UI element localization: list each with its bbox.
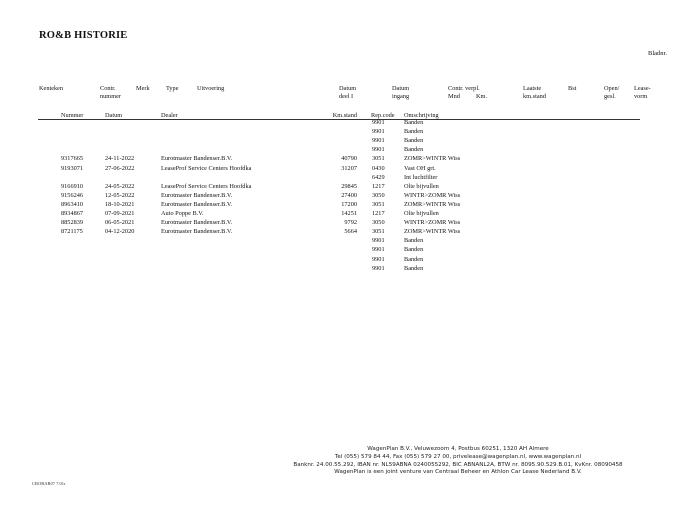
cell-dealer: Eurotmaster Bandenser.B.V. [161,228,233,236]
cell-dealer: Eurotmaster Bandenser.B.V. [161,200,233,208]
table-row [0,227,685,236]
cell-datum: 07-09-2021 [105,210,135,217]
header-datum-ingang-line2: ingang [392,92,410,100]
cell-nummer: 9317665 [61,155,84,163]
cell-repcode: 9901 [372,237,385,245]
table-row [0,182,685,191]
footer-joint-venture: WagenPlan is een joint venture van Centraal Beheer en Athlon Car Lease Nederland B.V. [334,469,582,476]
footer-contact: Tel (055) 579 84 44, Fax (055) 579 27 00, privelease@wagenplan.nl, www.wagenplan.nl [334,453,582,460]
header-uitvoering: Uitvoering [197,85,225,92]
cell-datum: 04-12-2020 [105,228,135,236]
header-leasevorm [634,85,651,100]
cell-nummer: 9156246 [61,191,84,199]
cell-repcode: 3050 [372,191,385,199]
table-row [0,191,685,200]
header-open-gesl [604,85,619,100]
cell-nummer: 8852839 [61,219,84,227]
cell-nummer: 8934867 [61,210,84,217]
cell-repcode: 9901 [372,146,385,154]
cell-omschrijving: WINTR>ZOMR Wiss [404,219,461,227]
cell-dealer: Eurotmaster Bandenser.B.V. [161,191,233,199]
cell-kmstand: 14251 [341,210,357,217]
cell-omschrijving: Banden [404,237,424,245]
cell-repcode: 6429 [372,173,385,181]
cell-datum: 18-10-2021 [105,200,135,208]
header-contr-verpl: Contr. verpl. [448,85,480,92]
cell-repcode: 1217 [372,182,385,190]
cell-repcode: 9901 [372,137,385,145]
cell-repcode: 9901 [372,255,385,263]
header-type: Type [166,85,179,92]
header-laatste-kmstand [523,85,546,100]
cell-omschrijving: Int luchtfilter [404,173,438,181]
cell-omschrijving: Olie bijvullen [404,182,439,190]
cell-repcode: 3051 [372,228,385,236]
header-datum-ingang [392,85,409,100]
header-contr-line2: nummer [100,92,121,100]
cell-omschrijving: ZOMR>WINTR Wiss [404,200,461,208]
cell-datum: 24-11-2022 [105,155,135,163]
cell-repcode: 1217 [372,210,385,217]
cell-omschrijving: ZOMR>WINTR Wiss [404,155,461,163]
header-contr-verpl-km: Km. [476,92,488,100]
cell-dealer: Auto Poppe B.V. [161,210,204,217]
page-number-label: Bladnr. [648,50,667,57]
header-datum-deel-line1: Datum [339,85,357,92]
table-row [0,164,685,173]
header-kenteken: Kenteken [39,85,64,92]
cell-omschrijving: Banden [404,246,424,254]
table-row [0,218,685,227]
subheader-repcode: Rep.code [371,112,395,119]
subheader-kmstand: Km.stand [332,112,357,119]
table-row [0,118,685,127]
cell-dealer: LeaseProf Service Centers Hoofdka [161,182,252,190]
cell-kmstand: 9792 [344,219,357,227]
cell-nummer: 8963410 [61,200,84,208]
cell-dealer: Eurotmaster Bandenser.B.V. [161,155,233,163]
report-code: CROBAR07 7.01r [32,481,66,486]
company-footer [258,446,658,477]
header-open-line1: Open/ [604,85,620,92]
cell-kmstand: 5664 [344,228,357,236]
header-contr-verpl-mnd: Mnd [448,92,460,100]
cell-kmstand: 17200 [341,200,357,208]
cell-nummer: 9193071 [61,164,84,172]
cell-nummer: 8721175 [61,228,83,236]
cell-omschrijving: ZOMR>WINTR Wiss [404,228,461,236]
cell-repcode: 9901 [372,264,385,272]
cell-nummer: 9166910 [61,182,84,190]
table-row [0,245,685,254]
cell-omschrijving: Banden [404,137,424,145]
cell-omschrijving: Olie bijvullen [404,210,439,217]
table-row [0,200,685,209]
cell-kmstand: 29845 [341,182,357,190]
header-laatste-line2: km.stand [523,92,546,100]
cell-repcode: 3050 [372,219,385,227]
table-row [0,264,685,273]
header-contr-nummer [100,85,121,100]
cell-omschrijving: Banden [404,255,424,263]
subheader-dealer: Dealer [161,112,178,119]
table-row [0,154,685,163]
cell-repcode: 0430 [372,164,385,172]
cell-omschrijving: Banden [404,119,424,126]
header-laatste-line1: Laatste [523,85,542,92]
footer-address: WagenPlan B.V., Veluwezoom 4, Postbus 60251, 1320 AH Almere [367,446,549,452]
table-row [0,173,685,182]
cell-repcode: 3051 [372,155,385,163]
cell-datum: 24-05-2022 [105,182,135,190]
table-row [0,209,685,218]
footer-bank: Banknr. 24.00.55.292, IBAN nr. NL59ABNA 0240055292, BIC ABNANL2A, BTW nr. 8095.90.529.B.01, KvKnr. 08090458 [293,461,623,468]
cell-omschrijving: Banden [404,146,424,154]
cell-dealer: LeaseProf Service Centers Hoofdka [161,164,252,172]
cell-repcode: 9901 [372,246,385,254]
header-datum-ingang-line1: Datum [392,85,410,92]
header-datum-deel-line2: deel I [339,92,354,100]
cell-kmstand: 40790 [341,155,357,163]
cell-repcode: 9901 [372,119,385,126]
table-row [0,136,685,145]
table-row [0,236,685,245]
cell-datum: 12-05-2022 [105,191,135,199]
subheader-nummer: Nummer [61,112,84,119]
table-row [0,255,685,264]
cell-kmstand: 31207 [341,164,357,172]
header-lease-line2: vorm [634,92,648,100]
cell-datum: 06-05-2021 [105,219,135,227]
header-bst: Bst [568,85,577,92]
header-merk: Merk [136,85,150,92]
cell-kmstand: 27400 [341,191,357,199]
cell-omschrijving: WINTR>ZOMR Wiss [404,191,461,199]
cell-omschrijving: Banden [404,128,424,136]
header-datum-deel [339,85,356,100]
header-lease-line1: Lease- [634,85,651,92]
cell-dealer: Eurotmaster Bandenser.B.V. [161,219,233,227]
cell-omschrijving: Vast OH grt. [404,164,436,172]
cell-repcode: 9901 [372,128,385,136]
table-row [0,127,685,136]
header-contr-line1: Contr. [100,85,116,92]
subheader-datum: Datum [105,112,123,119]
report-title: RO&B HISTORIE [39,30,128,41]
cell-omschrijving: Banden [404,264,424,272]
subheader-omschrijving: Omschrijving [404,112,439,119]
cell-repcode: 3051 [372,200,385,208]
header-open-line2: gesl. [604,92,616,100]
table-row [0,145,685,154]
cell-datum: 27-06-2022 [105,164,135,172]
